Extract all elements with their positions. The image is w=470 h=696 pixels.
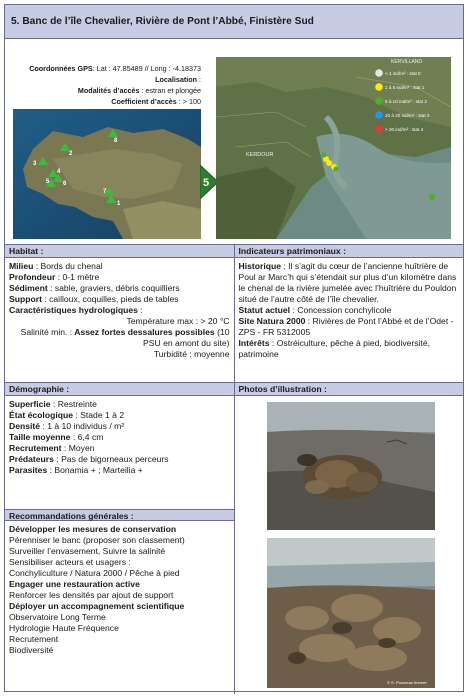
map-label: 2 [69, 151, 73, 157]
map-place-label: KERVILLAND [391, 59, 423, 65]
brittany-map [13, 109, 201, 239]
photo-credit: © S. Pouvreau Ifremer [386, 680, 427, 685]
svg-text:10 à 20 ind/m² : stat 3: 10 à 20 ind/m² : stat 3 [385, 113, 430, 118]
legend-dot [375, 69, 383, 77]
svg-text:5: 5 [203, 177, 210, 189]
recommendation-line: Sensibiliser acteurs et usagers : [9, 557, 131, 567]
recommandations-header: Recommandations générales : [5, 509, 234, 521]
svg-text:< 1 ind/m² : stat 0: < 1 ind/m² : stat 0 [385, 71, 421, 76]
recommendation-line: Biodiversité [9, 645, 54, 655]
recommendation-line: Pérenniser le banc (proposer son classement) [9, 535, 185, 545]
recommendations-section [5, 521, 234, 659]
map-label: 3 [33, 161, 37, 167]
map-label: 5 [46, 179, 50, 185]
density-point [334, 167, 339, 172]
density-point [322, 153, 327, 158]
map-label: 1 [117, 201, 121, 207]
site-aerial-map [216, 57, 451, 239]
legend-dot [375, 97, 383, 105]
svg-text:5 à 10 ind/m² : stat 2: 5 à 10 ind/m² : stat 2 [385, 99, 427, 104]
photos-header: Photos d’illustration : [238, 384, 327, 394]
recommendation-line: Observatoire Long Terme [9, 612, 106, 622]
legend-dot [375, 83, 383, 91]
fact-sheet [4, 4, 464, 692]
title-bar [5, 5, 463, 39]
density-point [326, 160, 332, 166]
recommendation-line: Déployer un accompagnement scientifique [9, 601, 185, 611]
recommendation-line: Développer les mesures de conservation [9, 524, 177, 534]
map-place-label: KERDOUR [246, 152, 274, 158]
recommendation-line: Surveiller l’envasement, Suivre la salinité [9, 546, 166, 556]
section-header-row [5, 245, 463, 258]
map-label: 7 [103, 189, 107, 195]
photos-section [235, 396, 464, 694]
oyster-bank-photo [267, 538, 435, 688]
habitat-section: Milieu : Bords du chenal Profondeur : 0-1 mètre Sédiment : sable, graviers, débris coquilliers Support : cailloux, coquilles, pieds de tables Caractéristiques hydrologiques : Température max : > 20 °C Salinité min. : Assez fortes dessalures possibles (10 PSU en amont du site) Turbidité : moyenne [5, 258, 235, 382]
svg-text:1 à 5 ind/m² : stat 1: 1 à 5 ind/m² : stat 1 [385, 85, 425, 90]
habitat-indicators-row [5, 258, 463, 382]
legend-dot [375, 125, 383, 133]
indicators-section: Historique : Il s’agit du cœur de l’ancienne huîtrière de Poul ar Marc’h qui s’étendait sur plus d’un kilomètre dans le chenal de la rivière jumelée avec l’huîtrière du Pouldon situé de l’autre côté de l’île chevalier. Statut actuel : Concession conchylicole Site Natura 2000 : Rivières de Pont l’Abbé et de l’Odet - ZPS - FR 5312005 Intérêts : Ostréiculture, pêche à pied, biodiversité, patrimoine [238, 261, 457, 359]
coordinates-block: Coordonnées GPS: Lat : 47.85489 // Long : -4.18373 Localisation : Modalités d’accès : estran et plongée Coefficient d’accès : > 100 [29, 64, 201, 106]
svg-text:> 20 ind/m² : stat 4: > 20 ind/m² : stat 4 [385, 127, 424, 132]
demography-photos-row [5, 396, 463, 694]
demographie-header: Démographie : [5, 383, 235, 395]
map-label: 8 [114, 138, 118, 144]
legend-dot [375, 111, 383, 119]
section-header-row [5, 382, 463, 396]
left-column [5, 396, 235, 694]
page-title: 5. Banc de l’île Chevalier, Rivière de Pont l’Abbé, Finistère Sud [11, 16, 314, 27]
recommendation-line: Conchyliculture / Natura 2000 / Pêche à pied [9, 568, 180, 578]
recommendation-line: Recrutement [9, 634, 59, 644]
demography-section: Superficie : Restreinte État écologique : Stade 1 à 2 Densité : 1 à 10 individus / m² Taille moyenne : 6,4 cm Recrutement : Moyen Prédateurs : Pas de bigorneaux perceurs Parasites : Bonamia + ; Marteilia + [9, 399, 169, 475]
indicateurs-header: Indicateurs patrimoniaux : [238, 246, 346, 256]
location-panel [5, 39, 463, 245]
density-point [429, 194, 435, 200]
map-label: 6 [63, 181, 67, 187]
habitat-header: Habitat : [5, 245, 235, 257]
map-label: 4 [57, 169, 61, 175]
oyster-photo [267, 402, 435, 530]
recommendation-line: Hydrologie Haute Fréquence [9, 623, 119, 633]
recommendation-line: Renforcer les densités par ajout de support [9, 590, 174, 600]
recommendation-line: Engager une restauration active [9, 579, 140, 589]
